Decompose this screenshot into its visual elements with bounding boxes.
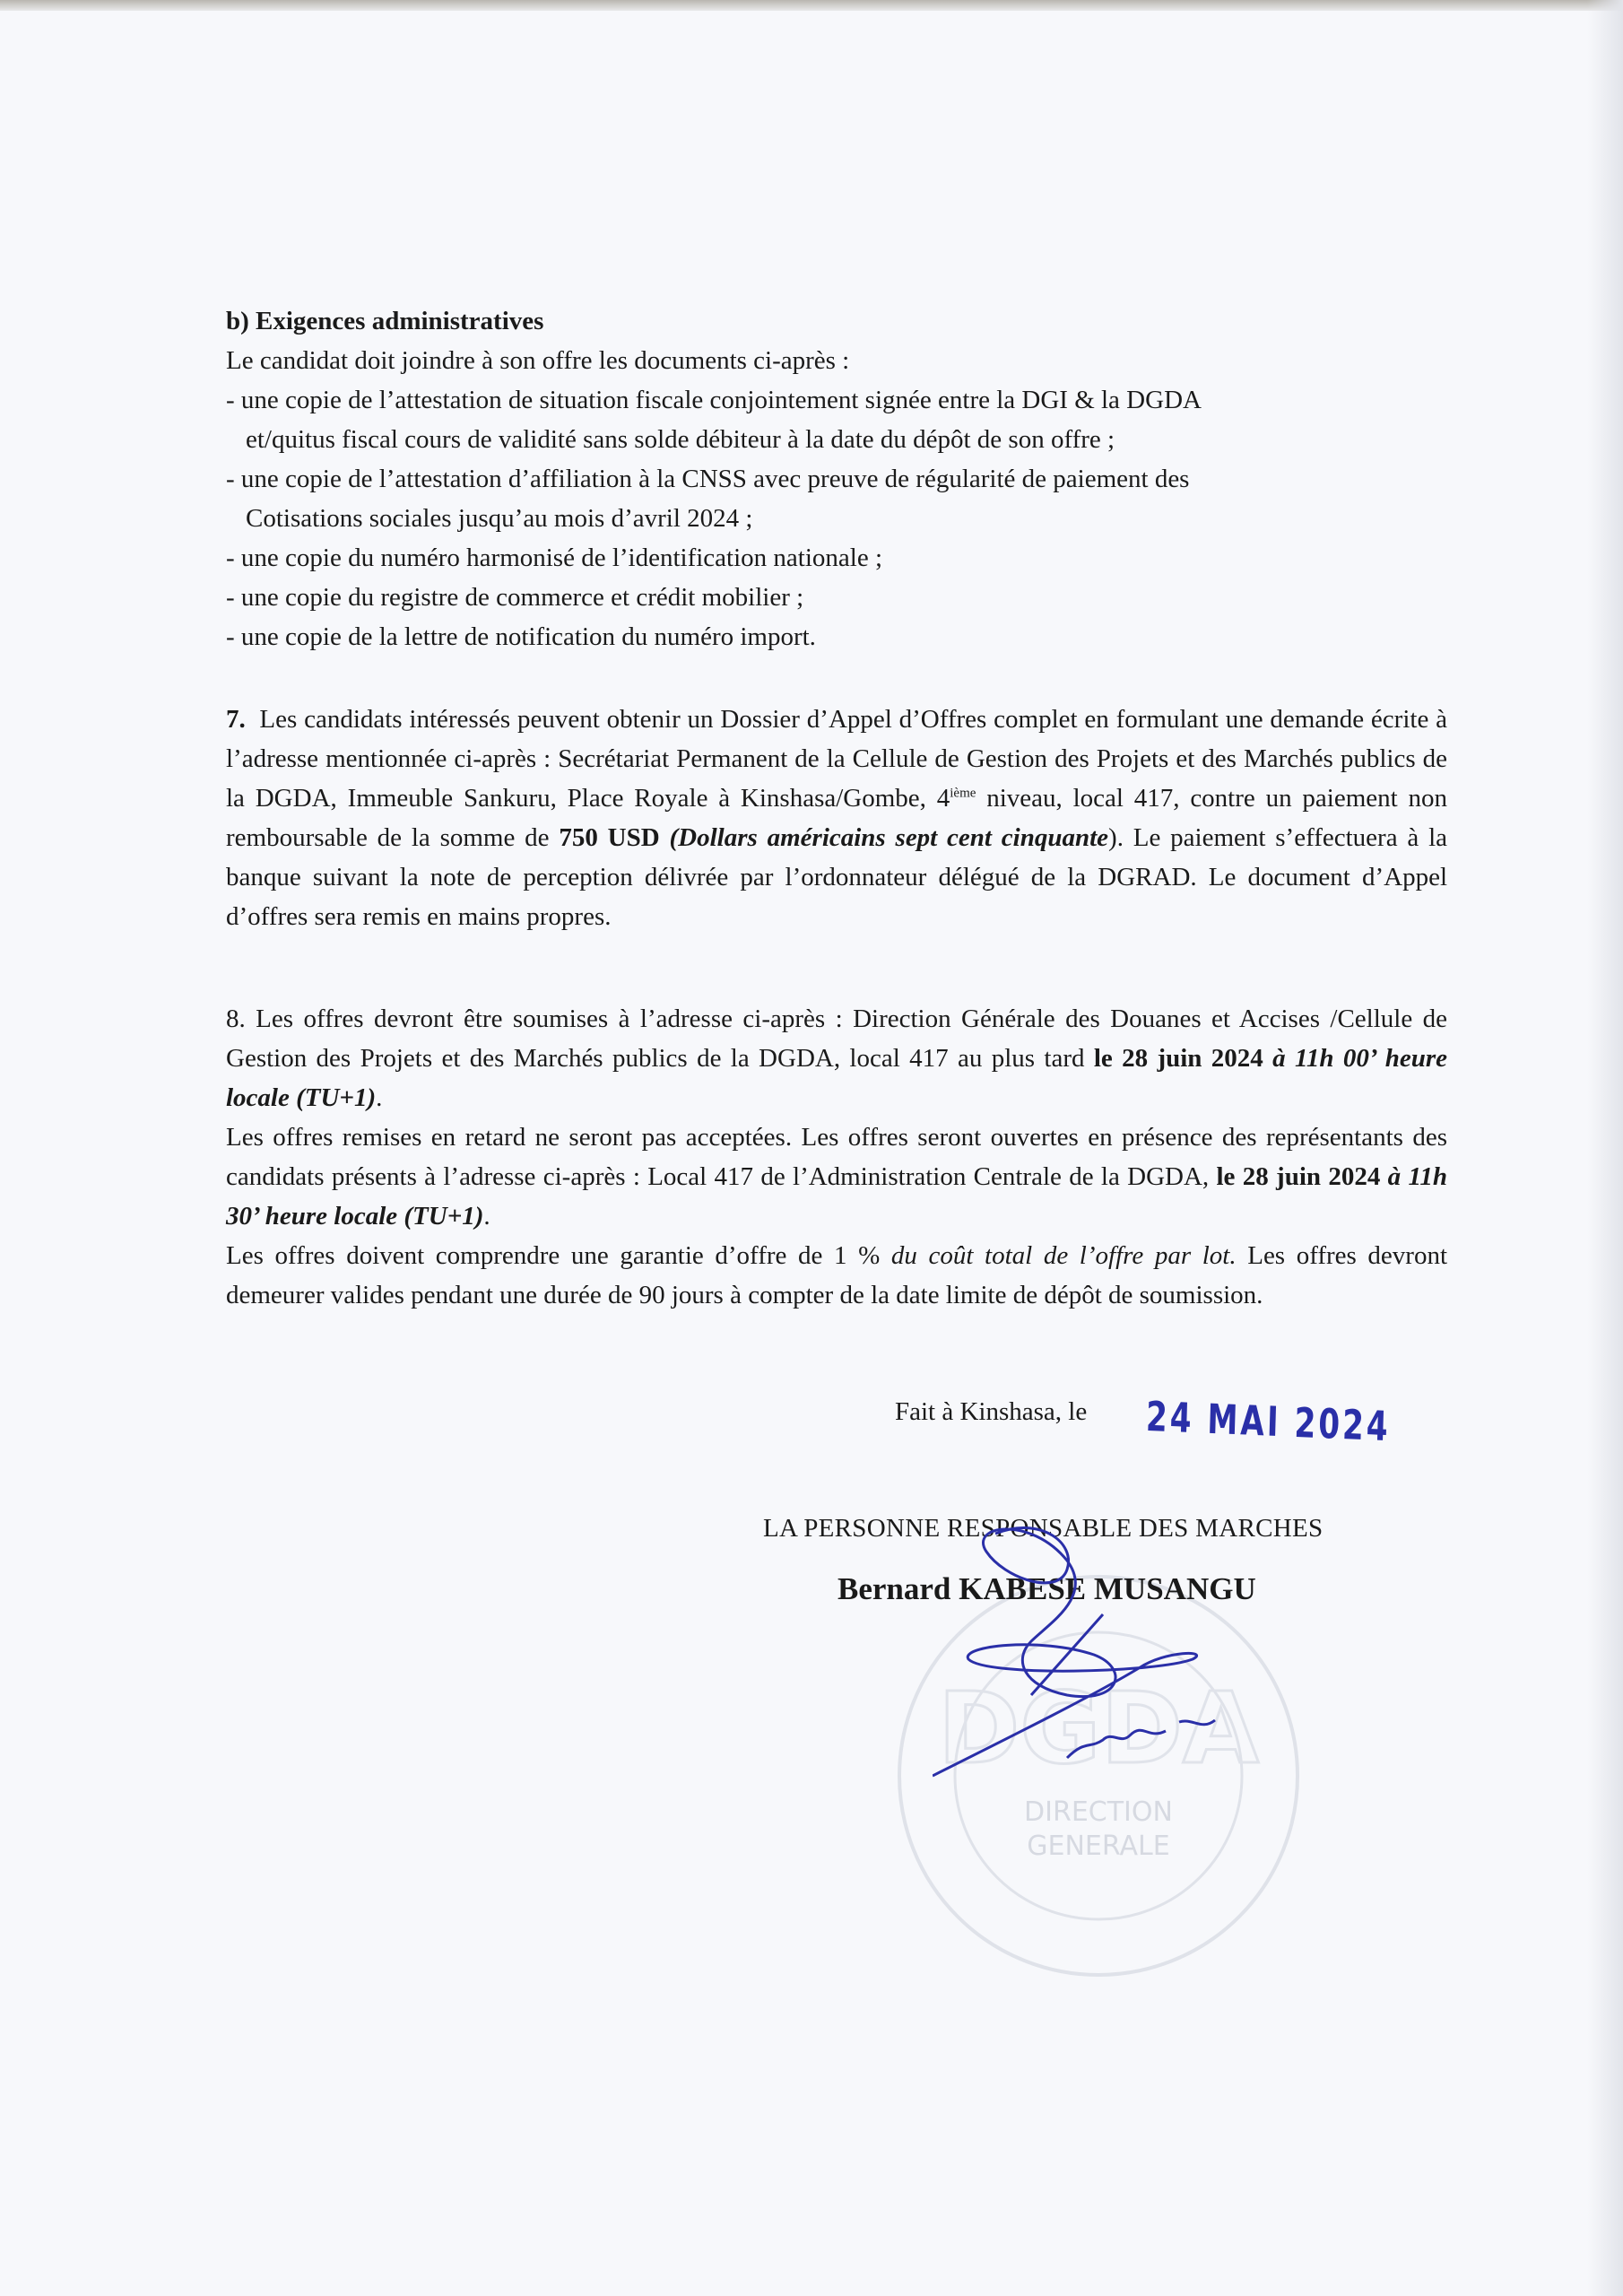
list-item: - une copie de l’attestation de situation fiscale conjointement signée entre la DGI & la DGDA — [226, 386, 1202, 414]
list-item: - une copie de l’attestation d’affiliation à la CNSS avec preuve de régularité de paiement des — [226, 465, 1190, 493]
section-7-text: ). Le paiement s’effectuera à la banque suivant la note de perception délivrée par l’ordonnateur délégué de la DGRAD. Le document d’Appel d’offres sera remis en mains propres. — [226, 823, 1447, 931]
signatory-title: LA PERSONNE RESPONSABLE DES MARCHES — [763, 1514, 1324, 1543]
list-item: et/quitus fiscal cours de validité sans solde débiteur à la date du dépôt de son offre ; — [246, 425, 1115, 454]
section-7-number: 7. — [226, 705, 246, 734]
scan-edge — [0, 0, 1623, 11]
deadline-date: le 28 juin 2024 — [1093, 1044, 1263, 1073]
deadline-time: à 11h 00’ heure locale (TU+1) — [226, 1044, 1448, 1112]
section-b-intro: Le candidat doit joindre à son offre les documents ci-après : — [226, 346, 850, 375]
guarantee-text: du coût total de l’offre par lot. — [890, 1241, 1237, 1270]
amount-words: (Dollars américains sept cent cinquante — [669, 823, 1109, 852]
opening-time: à 11h 30’ heure locale (TU+1) — [226, 1162, 1448, 1231]
section-8-text: Les offres devront demeurer valides pendant une durée de 90 jours à compter de la date limite de dépôt de soumission. — [226, 1241, 1448, 1309]
list-item: Cotisations sociales jusqu’au mois d’avril 2024 ; — [246, 504, 753, 533]
scan-shadow — [1587, 0, 1623, 2296]
superscript: ième — [950, 786, 976, 801]
section-8-text: Les offres doivent comprendre une garantie d’offre de 1 % — [226, 1241, 891, 1270]
signatory-last-name: KABESE MUSANGU — [959, 1571, 1256, 1606]
section-b — [226, 301, 1447, 657]
section-7-text: niveau, local 417, contre un paiement non remboursable de la somme de — [226, 784, 1447, 852]
section-b-heading: b) Exigences administratives — [226, 307, 544, 335]
list-item: - une copie de la lettre de notification du numéro import. — [226, 622, 816, 651]
section-8-text: Les offres remises en retard ne seront pas acceptées. Les offres seront ouvertes en présence des représentants des candidats présents à l’adresse ci-après : Local 417 de l’Administration Centrale de la DGDA, — [226, 1123, 1447, 1191]
opening-date: le 28 juin 2024 — [1216, 1162, 1381, 1191]
svg-text:GENERALE: GENERALE — [1027, 1831, 1170, 1862]
date-stamp: 24 MAI 2024 — [1145, 1392, 1392, 1451]
list-item: - une copie du registre de commerce et crédit mobilier ; — [226, 583, 804, 612]
section-8-text: Les offres devront être soumises à l’adresse ci-après : Direction Générale des Douanes et Accises /Cellule de Gestion des Projets et des Marchés publics de la DGDA, local 417 au plus tard — [226, 1004, 1447, 1073]
section-7 — [226, 700, 1447, 936]
place-line: Fait à Kinshasa, le — [895, 1397, 1088, 1426]
list-item: - une copie du numéro harmonisé de l’identification nationale ; — [226, 544, 883, 572]
amount: 750 USD — [559, 823, 660, 852]
section-7-text: Les candidats intéressés peuvent obtenir un Dossier d’Appel d’Offres complet en formulant une demande écrite à l’adresse mentionnée ci-après : Secrétariat Permanent de la Cellule de Gestion des Projets et des Marchés publics de la DGDA, Immeuble Sankuru, Place Royale à Kinshasa/Gombe, 4 — [226, 705, 1447, 813]
section-8-number: 8. — [226, 1004, 246, 1033]
section-8: 8. Les offres devront être soumises à l’adresse ci-après : Direction Générale des Douanes et Accises /Cellule de Gestion des Projets et des Marchés publics de la DGDA, local 417 au plus tard le 28 juin 2024 à 11h 00’ heure locale (TU+1). Les offres remises en retard ne seront pas acceptées. Les offres seront ouvertes en présence des représentants des candidats présents à l’adresse ci-après : Local 417 de l’Administration Centrale de la DGDA, le 28 juin 2024 à 11h 30’ heure locale (TU+1). Les offres doivent comprendre une garantie d’offre de 1 % du coût total de l’offre par lot. Les offres devront demeurer valides pendant une durée de 90 jours à compter de la date limite de dépôt de soumission. — [226, 1004, 1448, 1309]
svg-text:DGDA: DGDA — [937, 1671, 1260, 1786]
signatory-first-name: Bernard — [838, 1571, 959, 1606]
svg-text:DIRECTION: DIRECTION — [1024, 1796, 1173, 1828]
handwritten-signature — [933, 1516, 1273, 1812]
